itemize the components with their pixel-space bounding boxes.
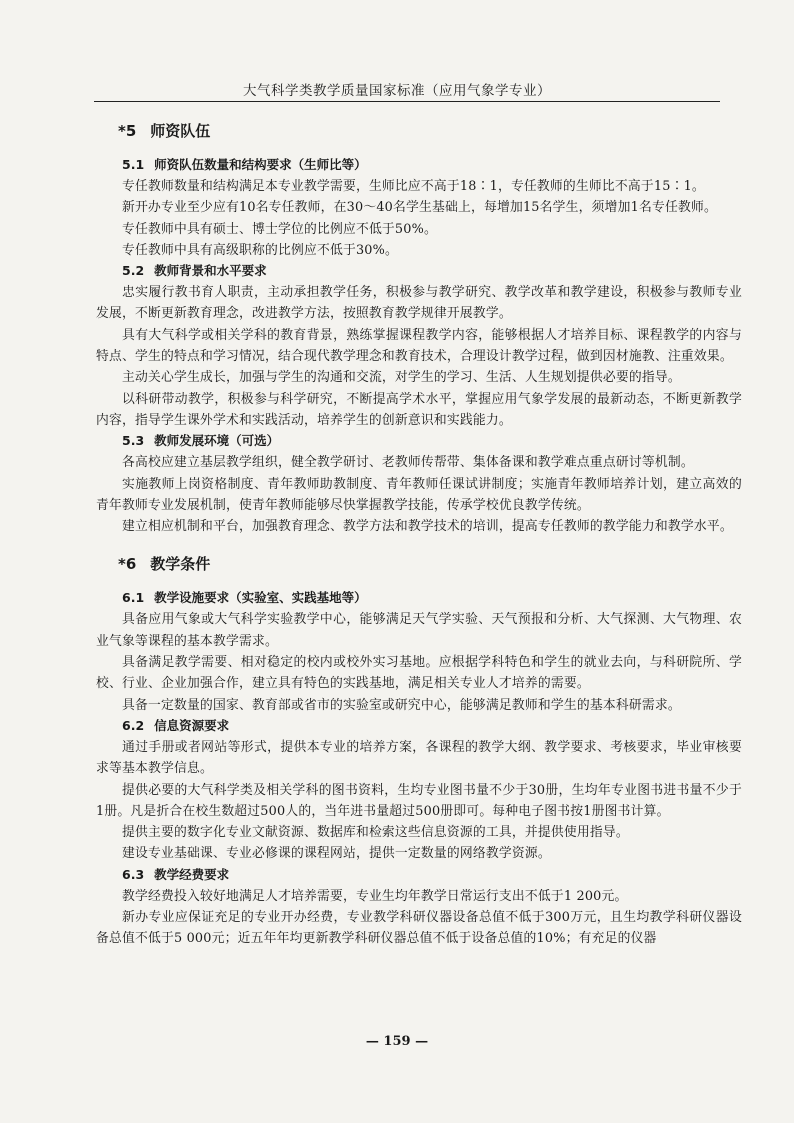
body-paragraph: 具备满足教学需要、相对稳定的校内或校外实习基地。应根据学科特色和学生的就业去向，与科研院所、学校、行业、企业加强合作，建立具有特色的实践基地，满足相关专业人才培养的需要。 — [96, 655, 742, 692]
body-paragraph: 具备一定数量的国家、教育部或省市的实验室或研究中心，能够满足教师和学生的基本科研需求。 — [122, 697, 681, 713]
body-paragraph: 忠实履行教书育人职责，主动承担教学任务，积极参与教学研究、教学改革和教学建设，积极参与教师专业发展，不断更新教育理念，改进教学方法，按照教育教学规律开展教学。 — [96, 285, 742, 322]
section-heading — [118, 553, 742, 574]
subsection-number: 6.2 — [122, 717, 145, 733]
header-divider — [94, 101, 720, 102]
body-paragraph: 建立相应机制和平台，加强教育理念、教学方法和教学技术的培训，提高专任教师的教学能力和教学水平。 — [122, 519, 733, 535]
subsection-title: 教师背景和水平要求 — [154, 263, 267, 279]
section-number: *6 — [118, 555, 137, 574]
body-paragraph: 专任教师数量和结构满足本专业教学需要，生师比应不高于18∶1，专任教师的生师比不高于15∶1。 — [122, 179, 705, 194]
document-body — [96, 120, 742, 950]
section-number: *5 — [118, 122, 137, 140]
subsection-number: 5.3 — [122, 433, 145, 449]
subsection-title: 教学设施要求（实验室、实践基地等） — [154, 590, 367, 606]
subsection-heading — [122, 261, 742, 280]
body-paragraph: 实施教师上岗资格制度、青年教师助教制度、青年教师任课试讲制度；实施青年教师培养计划，建立高效的青年教师专业发展机制，使青年教师能够尽快掌握教学技能，传承学校优良教学传统。 — [96, 476, 742, 513]
body-paragraph: 通过手册或者网站等形式，提供本专业的培养方案，各课程的教学大纲、教学要求、考核要求，毕业审核要求等基本教学信息。 — [96, 739, 742, 777]
section-title: 师资队伍 — [150, 122, 211, 140]
page-number: — 159 — — [365, 1034, 429, 1049]
section-title: 教学条件 — [150, 555, 211, 574]
body-paragraph: 具有大气科学或相关学科的教育背景，熟练掌握课程教学内容，能够根据人才培养目标、课程教学的内容与特点、学生的特点和学习情况，结合现代教学理念和教育技术，合理设计教学过程，做到因材施教、注重效果。 — [96, 327, 742, 365]
subsection-title: 师资队伍数量和结构要求（生师比等） — [154, 157, 367, 172]
subsection-title: 教师发展环境（可选） — [154, 433, 280, 449]
subsection-title: 教学经费要求 — [154, 866, 230, 882]
body-paragraph: 具备应用气象或大气科学实验教学中心，能够满足天气学实验、天气预报和分析、大气探测、大气物理、农业气象等课程的基本教学需求。 — [96, 612, 742, 649]
body-paragraph: 主动关心学生成长，加强与学生的沟通和交流，对学生的学习、生活、人生规划提供必要的指导。 — [122, 370, 681, 386]
body-paragraph: 各高校应建立基层教学组织，健全教学研讨、老教师传帮带、集体备课和教学难点重点研讨等机制。 — [122, 455, 694, 471]
body-paragraph: 提供主要的数字化专业文献资源、数据库和检索这些信息资源的工具，并提供使用指导。 — [122, 825, 629, 841]
subsection-number: 6.3 — [122, 866, 145, 882]
subsection-heading — [122, 155, 742, 174]
section-heading — [118, 120, 742, 141]
subsection-heading — [122, 716, 742, 735]
body-paragraph: 建设专业基础课、专业必修课的课程网站，提供一定数量的网络教学资源。 — [122, 846, 551, 862]
body-paragraph: 提供必要的大气科学类及相关学科的图书资料，生均专业图书量不少于30册，生均年专业图书进书量不少于1册。凡是折合在校生数超过500人的，当年进书量超过500册即可。每种电子图书按1册图书计算。 — [96, 782, 742, 819]
body-paragraph: 以科研带动教学，积极参与科学研究，不断提高学术水平，掌握应用气象学发展的最新动态，不断更新教学内容，指导学生课外学术和实践活动，培养学生的创新意识和实践能力。 — [96, 391, 742, 428]
body-paragraph: 新办专业应保证充足的专业开办经费，专业教学科研仪器设备总值不低于300万元，且生均教学科研仪器设备总值不低于5 000元；近五年年均更新教学科研仪器总值不低于设备总值的10%；有充足的仪器 — [96, 910, 742, 947]
body-paragraph: 教学经费投入较好地满足人才培养需要，专业生均年教学日常运行支出不低于1 200元。 — [122, 888, 628, 904]
body-paragraph: 专任教师中具有高级职称的比例应不低于30%。 — [122, 242, 398, 258]
subsection-heading — [122, 588, 742, 607]
body-paragraph: 新开办专业至少应有10名专任教师，在30～40名学生基础上，每增加15名学生，须增加1名专任教师。 — [122, 200, 717, 216]
subsection-number: 5.1 — [122, 157, 145, 172]
subsection-heading — [122, 431, 742, 450]
subsection-title: 信息资源要求 — [154, 717, 230, 733]
subsection-heading — [122, 865, 742, 884]
running-header: 大气科学类教学质量国家标准（应用气象学专业） — [243, 83, 551, 99]
subsection-number: 5.2 — [122, 263, 145, 279]
body-paragraph: 专任教师中具有硕士、博士学位的比例应不低于50%。 — [122, 221, 437, 237]
subsection-number: 6.1 — [122, 590, 145, 606]
